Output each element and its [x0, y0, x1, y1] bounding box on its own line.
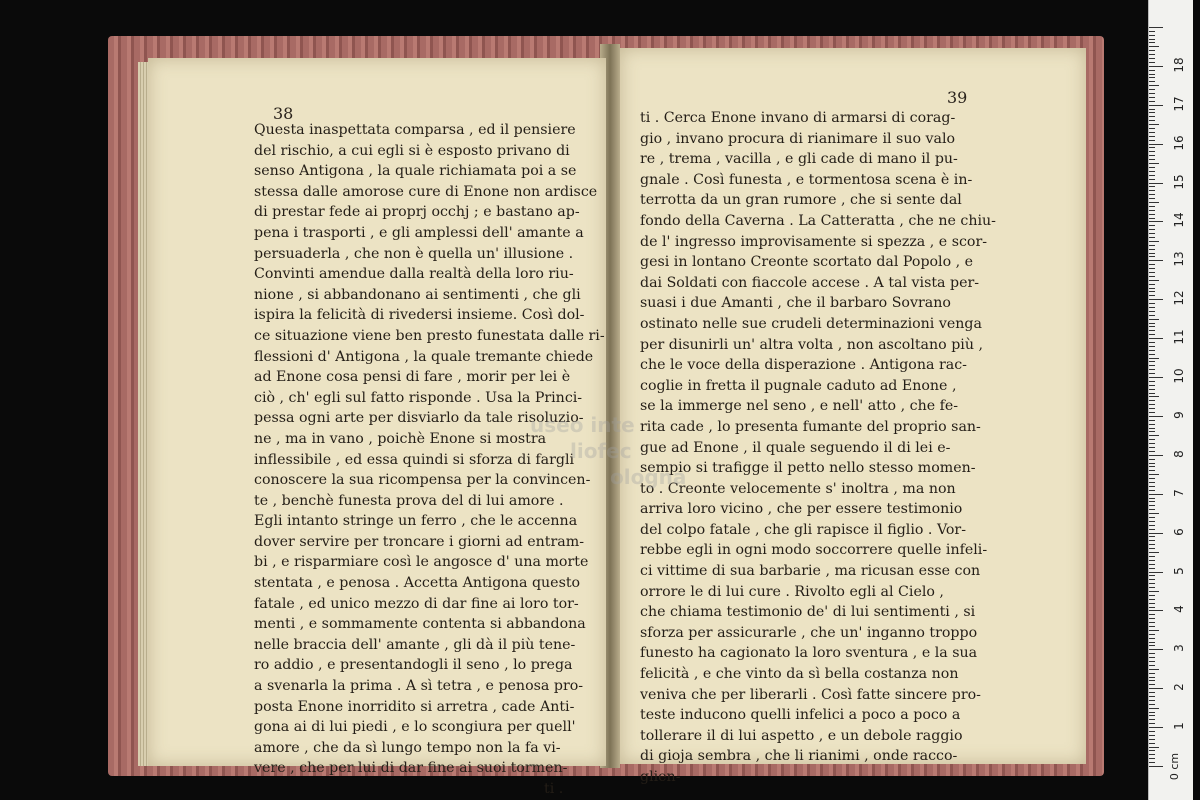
watermark-line: liofec: [570, 439, 632, 463]
ruler-tick: [1149, 342, 1155, 343]
text-line: teste inducono quelli infelici a poco a poco a: [640, 707, 961, 724]
text-line: glien-: [640, 769, 681, 785]
ruler-tick: [1149, 735, 1155, 736]
text-line: rita cade , lo presenta fumante del proprio san-: [640, 418, 981, 435]
ruler-tick: [1149, 66, 1163, 67]
ruler-tick: [1149, 291, 1155, 292]
ruler-tick: [1149, 241, 1159, 242]
right-page-text: [640, 108, 996, 788]
text-line: a svenarla la prima . A sì tetra , e penosa pro-: [254, 678, 584, 695]
ruler-tick: [1149, 214, 1155, 215]
ruler-tick: [1149, 74, 1155, 75]
ruler-tick: [1149, 692, 1155, 693]
text-line: bi , e risparmiare così le angosce d' una morte: [254, 554, 589, 571]
ruler-tick: [1149, 556, 1155, 557]
ruler-tick: [1149, 303, 1155, 304]
ruler-tick: [1149, 505, 1155, 506]
ruler-tick: [1149, 151, 1155, 152]
ruler-label: 9: [1172, 411, 1186, 419]
text-line: persuaderla , che non è quella un' illusione .: [254, 245, 574, 262]
ruler-tick: [1149, 731, 1155, 732]
ruler-tick: [1149, 159, 1155, 160]
ruler-tick: [1149, 758, 1155, 759]
ruler-tick: [1149, 221, 1163, 222]
ruler-tick: [1149, 186, 1155, 187]
ruler-tick: [1149, 124, 1159, 125]
ruler-tick: [1149, 712, 1155, 713]
ruler-tick: [1149, 466, 1155, 467]
ruler-tick: [1149, 179, 1155, 180]
ruler-tick: [1149, 249, 1155, 250]
ruler-tick: [1149, 400, 1155, 401]
ruler-tick: [1149, 42, 1155, 43]
ruler-tick: [1149, 459, 1155, 460]
ruler-tick: [1149, 634, 1155, 635]
text-line: Questa inaspettata comparsa , ed il pensiere: [254, 122, 576, 138]
ruler-tick: [1149, 256, 1155, 257]
text-line: ce situazione viene ben presto funestata dalle ri-: [254, 327, 605, 344]
ruler-tick: [1149, 463, 1155, 464]
ruler-tick: [1149, 568, 1155, 569]
ruler-label: 5: [1172, 566, 1186, 575]
ruler-tick: [1149, 700, 1155, 701]
ruler-tick: [1149, 218, 1155, 219]
text-line: di prestar fede ai proprj occhj ; e bastano ap-: [254, 204, 580, 221]
ruler-tick: [1149, 762, 1155, 763]
ruler-tick: [1149, 486, 1155, 487]
ruler-tick: [1149, 536, 1155, 537]
text-line: conoscere la sua ricompensa per la convincen-: [254, 472, 591, 489]
left-page-number: 38: [273, 104, 294, 123]
ruler-tick: [1149, 155, 1155, 156]
ruler-tick: [1149, 572, 1163, 573]
ruler-tick: [1149, 112, 1155, 113]
ruler-tick: [1149, 377, 1163, 378]
ruler-tick: [1149, 630, 1159, 631]
ruler-tick: [1149, 451, 1155, 452]
ruler-tick: [1149, 373, 1155, 374]
ruler-label: 4: [1172, 605, 1186, 614]
ruler-label: 14: [1172, 212, 1186, 229]
ruler-tick: [1149, 704, 1155, 705]
ruler-tick: [1149, 358, 1159, 359]
text-line: che chiama testimonio de' di lui sentimenti , si: [640, 604, 976, 621]
ruler-tick: [1149, 295, 1155, 296]
text-line: to . Creonte velocemente s' inoltra , ma non: [640, 480, 956, 497]
ruler-tick: [1149, 132, 1155, 133]
ruler-tick: [1149, 474, 1159, 475]
ruler-tick: [1149, 101, 1155, 102]
text-line: flessioni d' Antigona , la quale tremante chiede: [254, 348, 594, 365]
ruler-tick: [1149, 618, 1155, 619]
ruler-tick: [1149, 657, 1155, 658]
ruler-tick: [1149, 439, 1155, 440]
ruler-label: 18: [1172, 57, 1186, 73]
text-line: de l' ingresso improvisamente si spezza , e scor-: [640, 233, 988, 250]
ruler-tick: [1149, 482, 1155, 483]
text-line: ne , ma in vano , poichè Enone si mostra: [254, 430, 547, 447]
text-line: felicità , e che vinto da sì bella costanza non: [640, 666, 959, 683]
text-line: ostinato nelle sue crudeli determinazioni venga: [640, 315, 982, 332]
ruler-tick: [1149, 163, 1159, 164]
ruler-tick: [1149, 677, 1155, 678]
ruler-tick: [1149, 245, 1155, 246]
ruler-tick: [1149, 525, 1155, 526]
ruler-tick: [1149, 719, 1155, 720]
ruler-tick: [1149, 276, 1155, 277]
text-line: arriva loro vicino , che per essere testimonio: [640, 501, 963, 518]
ruler-tick: [1149, 175, 1155, 176]
text-line: sempio si trafigge il petto nello stesso momen-: [640, 460, 976, 477]
ruler-tick: [1149, 696, 1155, 697]
ruler-tick: [1149, 435, 1159, 436]
ruler-tick: [1149, 591, 1159, 592]
ruler-tick: [1149, 35, 1155, 36]
ruler-tick: [1149, 264, 1155, 265]
ruler-label: 6: [1172, 527, 1186, 536]
ruler-tick: [1149, 97, 1155, 98]
ruler-tick: [1149, 645, 1155, 646]
ruler-tick: [1149, 529, 1155, 530]
text-line: che le voce della disperazione . Antigona rac-: [640, 357, 967, 374]
ruler-tick: [1149, 416, 1163, 417]
ruler-tick: [1149, 548, 1155, 549]
ruler-label: 11: [1172, 329, 1186, 345]
ruler-tick: [1149, 642, 1155, 643]
ruler-tick: [1149, 280, 1159, 281]
ruler-tick: [1149, 494, 1163, 495]
ruler-label: 16: [1172, 134, 1186, 151]
text-line: posta Enone inorridito si arretra , cade Anti-: [254, 698, 575, 715]
ruler-label: 15: [1172, 173, 1186, 190]
text-line: nelle braccia dell' amante , gli dà il più tene-: [254, 636, 576, 653]
ruler-tick: [1149, 396, 1159, 397]
ruler-tick: [1149, 346, 1155, 347]
ruler-tick: [1149, 365, 1155, 366]
ruler-tick: [1149, 202, 1159, 203]
ruler-tick: [1149, 54, 1155, 55]
text-line: nione , si abbandonano ai sentimenti , che gli: [254, 286, 581, 303]
ruler-tick: [1149, 93, 1155, 94]
ruler-tick: [1149, 517, 1155, 518]
ruler-tick: [1149, 229, 1155, 230]
text-line: gnale . Così funesta , e tormentosa scena è in-: [640, 171, 973, 188]
ruler-tick: [1149, 206, 1155, 207]
ruler-tick: [1149, 424, 1155, 425]
ruler-tick: [1149, 560, 1155, 561]
ruler-tick: [1149, 599, 1155, 600]
ruler-tick: [1149, 420, 1155, 421]
ruler-tick: [1149, 144, 1163, 145]
ruler-tick: [1149, 89, 1155, 90]
ruler-tick: [1149, 622, 1155, 623]
ruler-tick: [1149, 470, 1155, 471]
ruler-tick: [1149, 237, 1155, 238]
ruler-tick: [1149, 428, 1155, 429]
ruler-tick: [1149, 62, 1155, 63]
ruler-tick: [1149, 315, 1155, 316]
ruler-label: 17: [1172, 96, 1186, 112]
ruler-tick: [1149, 708, 1159, 709]
ruler-tick: [1149, 443, 1155, 444]
ruler-label: 1: [1172, 722, 1186, 730]
ruler-label: 3: [1172, 644, 1186, 653]
ruler-label: 7: [1172, 488, 1186, 497]
ruler-tick: [1149, 727, 1163, 728]
ruler-tick: [1149, 105, 1163, 106]
ruler-tick: [1149, 626, 1155, 627]
ruler-tick: [1149, 225, 1155, 226]
ruler-tick: [1149, 361, 1155, 362]
ruler-tick: [1149, 739, 1155, 740]
ruler-tick: [1149, 183, 1163, 184]
ruler-tick: [1149, 393, 1155, 394]
ruler-tick: [1149, 120, 1155, 121]
ruler-tick: [1149, 669, 1159, 670]
text-line: orrore le di lui cure . Rivolto egli al Cielo ,: [640, 583, 944, 600]
ruler-label: 8: [1172, 449, 1186, 458]
ruler-tick: [1149, 190, 1155, 191]
ruler-tick: [1149, 253, 1155, 254]
text-line: ciò , ch' egli sul fatto risponde . Usa la Princi-: [254, 389, 583, 406]
ruler-tick: [1149, 638, 1155, 639]
ruler-tick: [1149, 564, 1155, 565]
ruler-tick: [1149, 167, 1155, 168]
ruler-unit-label: 0 cm: [1168, 752, 1182, 781]
ruler-tick: [1149, 326, 1155, 327]
ruler-tick: [1149, 649, 1163, 650]
ruler-tick: [1149, 684, 1155, 685]
text-line: stessa dalle amorose cure di Enone non ardisce: [254, 183, 598, 200]
ruler-tick: [1149, 614, 1155, 615]
ruler-tick: [1149, 147, 1155, 148]
ruler-tick: [1149, 743, 1155, 744]
ruler-tick: [1149, 334, 1155, 335]
ruler-tick: [1149, 330, 1155, 331]
ruler-tick: [1149, 431, 1155, 432]
text-line: inflessibile , ed essa quindi si sforza di fargli: [254, 451, 575, 468]
text-line: dover servire per troncare i giorni ad entram-: [254, 533, 584, 550]
ruler-tick: [1149, 513, 1159, 514]
text-line: menti , e sommamente contenta si abbandona: [254, 616, 586, 633]
ruler-tick: [1149, 171, 1155, 172]
ruler-tick: [1149, 319, 1159, 320]
ruler-tick: [1149, 579, 1155, 580]
ruler-tick: [1149, 404, 1155, 405]
ruler-tick: [1149, 587, 1155, 588]
text-line: Convinti amendue dalla realtà della loro riu-: [254, 266, 574, 283]
ruler-tick: [1149, 607, 1155, 608]
ruler-tick: [1149, 109, 1155, 110]
ruler-tick: [1149, 533, 1163, 534]
ruler-tick: [1149, 478, 1155, 479]
ruler-tick: [1149, 583, 1155, 584]
ruler-tick: [1149, 307, 1155, 308]
ruler-tick: [1149, 140, 1155, 141]
text-line: te , benchè funesta prova del di lui amore .: [254, 492, 564, 509]
ruler-tick: [1149, 665, 1155, 666]
text-line: suasi i due Amanti , che il barbaro Sovrano: [640, 295, 951, 312]
ruler-tick: [1149, 288, 1155, 289]
ruler-tick: [1149, 354, 1155, 355]
ruler-tick: [1149, 58, 1155, 59]
measurement-ruler: [1148, 0, 1193, 800]
ruler-tick: [1149, 85, 1159, 86]
ruler-tick: [1149, 595, 1155, 596]
ruler-tick: [1149, 766, 1163, 767]
ruler-tick: [1149, 323, 1155, 324]
ruler-tick: [1149, 673, 1155, 674]
ruler-tick: [1149, 284, 1155, 285]
text-line: gio , invano procura di rianimare il suo valo: [640, 130, 956, 147]
ruler-tick: [1149, 610, 1163, 611]
ruler-tick: [1149, 544, 1155, 545]
ruler-tick: [1149, 754, 1155, 755]
ruler-tick: [1149, 447, 1155, 448]
text-line: tollerare il di lui aspetto , e un debole raggio: [640, 727, 963, 744]
ruler-tick: [1149, 385, 1155, 386]
text-line: stentata , e penosa . Accetta Antigona questo: [254, 575, 581, 592]
text-line: senso Antigona , la quale richiamata poi a se: [254, 163, 577, 180]
text-line: re , trema , vacilla , e gli cade di mano il pu-: [640, 151, 958, 168]
text-line: per disunirli un' altra volta , non ascoltano più ,: [640, 336, 983, 353]
ruler-tick: [1149, 268, 1155, 269]
ruler-tick: [1149, 509, 1155, 510]
ruler-tick: [1149, 369, 1155, 370]
text-line: ci vittime di sua barbarie , ma ricusan esse con: [640, 563, 981, 580]
text-line: se la immerge nel seno , e nell' atto , che fe-: [640, 398, 959, 415]
ruler-tick: [1149, 299, 1163, 300]
ruler-tick: [1149, 540, 1155, 541]
text-line: ro addio , e presentandogli il seno , lo prega: [254, 657, 573, 674]
ruler-tick: [1149, 198, 1155, 199]
text-line: fatale , ed unico mezzo di dar fine ai loro tor-: [254, 595, 579, 612]
text-line: sforza per assicurarle , che un' inganno troppo: [640, 624, 978, 641]
watermark-line: ologna: [610, 465, 687, 489]
ruler-label: 2: [1172, 683, 1186, 692]
ruler-tick: [1149, 455, 1163, 456]
ruler-tick: [1149, 680, 1155, 681]
text-line: ti . Cerca Enone invano di armarsi di corag-: [640, 110, 956, 126]
text-line: veniva che per liberarli . Così fatte sincere pro-: [640, 686, 981, 703]
ruler-tick: [1149, 747, 1159, 748]
ruler-tick: [1149, 272, 1155, 273]
ruler-tick: [1149, 77, 1155, 78]
ruler-tick: [1149, 661, 1155, 662]
text-line: dai Soldati con fiaccole accese . A tal vista per-: [640, 274, 980, 291]
ruler-tick: [1149, 688, 1163, 689]
text-line: Egli intanto stringe un ferro , che le accenna: [254, 513, 578, 530]
ruler-tick: [1149, 350, 1155, 351]
ruler-tick: [1149, 501, 1155, 502]
ruler-tick: [1149, 116, 1155, 117]
ruler-tick: [1149, 715, 1155, 716]
ruler-tick: [1149, 490, 1155, 491]
text-line: gesi in lontano Creonte scortato dal Popolo , e: [640, 254, 974, 271]
ruler-tick: [1149, 210, 1155, 211]
text-line: vere , che per lui di dar fine ai suoi tormen-: [254, 760, 568, 777]
text-line: del colpo fatale , che gli rapisce il figlio . Vor-: [640, 521, 966, 538]
text-line: coglie in fretta il pugnale caduto ad Enone ,: [640, 377, 957, 394]
ruler-label: 12: [1172, 290, 1186, 306]
ruler-tick: [1149, 653, 1155, 654]
ruler-tick: [1149, 136, 1155, 137]
ruler-tick: [1149, 81, 1155, 82]
right-page-number: 39: [947, 88, 968, 107]
ruler-tick: [1149, 750, 1155, 751]
ruler-tick: [1149, 39, 1155, 40]
ruler-tick: [1149, 521, 1155, 522]
ruler-tick: [1149, 311, 1155, 312]
text-line: ti .: [544, 781, 564, 797]
watermark-line: useo inte: [530, 413, 635, 437]
ruler-tick: [1149, 338, 1163, 339]
ruler-tick: [1149, 128, 1155, 129]
ruler-tick: [1149, 46, 1159, 47]
ruler-tick: [1149, 389, 1155, 390]
ruler-tick: [1149, 27, 1163, 28]
text-line: fondo della Caverna . La Catteratta , che ne chiu-: [640, 212, 996, 229]
ruler-tick: [1149, 381, 1155, 382]
text-line: pena i trasporti , e gli amplessi dell' amante a: [254, 224, 584, 241]
text-line: funesto ha cagionato la loro sventura , e la sua: [640, 645, 978, 662]
ruler-tick: [1149, 31, 1155, 32]
ruler-tick: [1149, 260, 1163, 261]
ruler-tick: [1149, 575, 1155, 576]
text-line: ad Enone cosa pensi di fare , morir per lei è: [254, 369, 571, 386]
ruler-tick: [1149, 723, 1155, 724]
text-line: del rischio, a cui egli si è esposto privano di: [254, 142, 570, 159]
text-line: rebbe egli in ogni modo soccorrere quelle infeli-: [640, 542, 988, 559]
text-line: gona ai di lui piedi , e lo scongiura per quell': [254, 719, 576, 736]
text-line: amore , che da sì lungo tempo non la fa vi-: [254, 739, 561, 756]
ruler-tick: [1149, 412, 1155, 413]
ruler-tick: [1149, 498, 1155, 499]
ruler-tick: [1149, 50, 1155, 51]
ruler-tick: [1149, 408, 1155, 409]
text-line: pessa ogni arte per disviarlo da tale risoluzio-: [254, 410, 584, 427]
ruler-tick: [1149, 603, 1155, 604]
ruler-label: 10: [1172, 368, 1186, 384]
ruler-label: 13: [1172, 251, 1186, 267]
library-watermark: [530, 412, 686, 490]
ruler-tick: [1149, 194, 1155, 195]
ruler-tick: [1149, 552, 1159, 553]
text-line: gue ad Enone , il quale seguendo il di lei e-: [640, 439, 951, 456]
text-line: ispira la felicità di rivedersi insieme. Così dol-: [254, 307, 585, 324]
text-line: terrotta da un gran rumore , che si sente dal: [640, 192, 962, 209]
ruler-tick: [1149, 233, 1155, 234]
text-line: di gioja sembra , che li rianimi , onde racco-: [640, 748, 958, 765]
ruler-tick: [1149, 70, 1155, 71]
